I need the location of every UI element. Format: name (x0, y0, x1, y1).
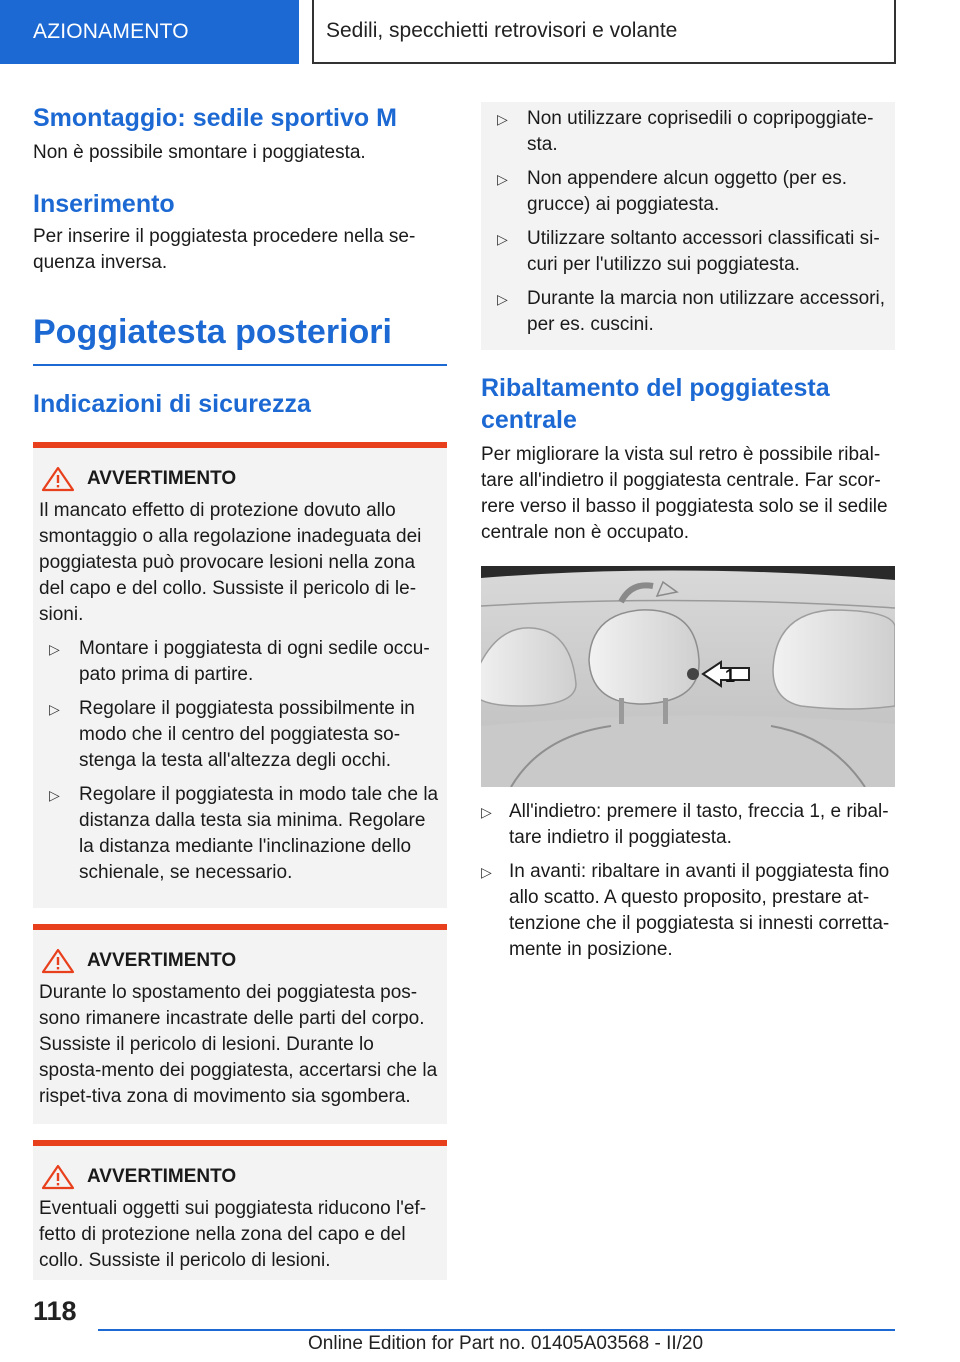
warning-text: Il mancato effetto di protezione dovuto allo smontaggio o alla regolazione inadeguata dei poggiatesta può provocare lesioni nella zona del capo e del collo. Sussiste il pericolo di le-sioni. (39, 500, 422, 625)
warning-triangle-icon (41, 948, 75, 974)
bullet-triangle-icon: ▷ (497, 171, 508, 187)
bullet-triangle-icon: ▷ (49, 641, 60, 657)
list-item-text: Montare i poggiatesta di ogni sedile occu-pato prima di partire. (79, 638, 430, 685)
section-title: Sedili, specchietti retrovisori e volante (326, 19, 678, 42)
bullet-triangle-icon: ▷ (497, 231, 508, 247)
note-bullet-list (487, 102, 889, 338)
warning-text: Durante lo spostamento dei poggiatesta pos-sono rimanere incastrate delle parti del corpo. Sussiste il pericolo di lesioni. Durante lo sposta-mento dei poggiatesta, accertarsi che la rispet-tiva zona di movimento sia sgombera. (39, 982, 438, 1107)
warning-text: Eventuali oggetti sui poggiatesta riducono l'ef-fetto di protezione nella zona del capo e del collo. Sussiste il pericolo di lesioni. (39, 1198, 427, 1271)
paragraph-inserimento: Per inserire il poggiatesta procedere nella se-quenza inversa. (33, 226, 416, 273)
list-item-text: Regolare il poggiatesta possibilmente in modo che il centro del poggiatesta so-stenga la testa all'altezza degli occhi. (79, 698, 415, 771)
left-column (33, 102, 447, 1280)
bullet-triangle-icon: ▷ (49, 701, 60, 717)
paragraph-ribaltamento: Per migliorare la vista sul retro è possibile ribal-tare all'indietro il poggiatesta centrale. Far scor-rere verso il basso il poggiatesta solo se il sedile centrale non è occupato. (481, 444, 888, 543)
chapter-tab (0, 0, 299, 64)
warning-title-row (39, 1164, 441, 1190)
heading-inserimento: Inserimento (33, 190, 175, 218)
section-header (312, 0, 896, 64)
list-item (481, 859, 895, 963)
list-item (487, 286, 889, 338)
list-item-text: Durante la marcia non utilizzare accessori, per es. cuscini. (527, 288, 885, 335)
warning-box (33, 1140, 447, 1280)
list-item (487, 226, 889, 278)
list-item-text: Non utilizzare coprisedili o copripoggiate-sta. (527, 108, 874, 155)
warning-box (33, 442, 447, 908)
list-item (39, 636, 441, 688)
edition-info: Online Edition for Part no. 01405A03568 - II/20 (308, 1333, 704, 1354)
list-item-text: Non appendere alcun oggetto (per es. grucce) ai poggiatesta. (527, 168, 848, 215)
warning-title-row (39, 466, 441, 492)
warning-title-row (39, 948, 441, 974)
headrest-illustration (481, 566, 895, 787)
bullet-triangle-icon: ▷ (49, 787, 60, 803)
warning-triangle-icon (41, 1164, 75, 1190)
bullet-triangle-icon: ▷ (481, 804, 492, 820)
heading-ribaltamento: Ribaltamento del poggiatesta centrale (481, 374, 830, 434)
list-item-text: Regolare il poggiatesta in modo tale che la distanza dalla testa sia minima. Regolare la distanza mediante l'inclinazione dello schienale, se necessario. (79, 784, 439, 883)
heading-poggiatesta-posteriori: Poggiatesta posteriori (33, 313, 392, 351)
figure-callout-label: 1 (725, 666, 736, 686)
heading-indicazioni-sicurezza: Indicazioni di sicurezza (33, 390, 311, 418)
footer-rule (98, 1329, 895, 1331)
list-item (39, 696, 441, 774)
list-item-text: In avanti: ribaltare in avanti il poggiatesta fino allo scatto. A questo proposito, prestare at-tenzione che il poggiatesta si innesti corretta-mente in posizione. (509, 861, 890, 960)
warning-triangle-icon (41, 466, 75, 492)
heading-smontaggio: Smontaggio: sedile sportivo M (33, 104, 397, 132)
right-column (481, 102, 895, 971)
paragraph-smontaggio: Non è possibile smontare i poggiatesta. (33, 142, 366, 163)
warning-box (33, 924, 447, 1124)
list-item-text: Utilizzare soltanto accessori classificati si-curi per l'utilizzo sui poggiatesta. (527, 228, 880, 275)
list-item (481, 799, 895, 851)
bullet-triangle-icon: ▷ (481, 864, 492, 880)
list-item (39, 782, 441, 886)
bullet-triangle-icon: ▷ (497, 111, 508, 127)
warning-title: AVVERTIMENTO (87, 468, 237, 489)
chapter-title: AZIONAMENTO (33, 20, 189, 43)
page-number: 118 (33, 1296, 77, 1326)
heading-rule (33, 364, 447, 366)
warning-title: AVVERTIMENTO (87, 950, 237, 971)
list-item (487, 166, 889, 218)
warning-title: AVVERTIMENTO (87, 1166, 237, 1187)
warning-bullet-list (39, 636, 441, 886)
bullet-triangle-icon: ▷ (497, 291, 508, 307)
list-item (487, 106, 889, 158)
steps-list (481, 799, 895, 963)
note-box (481, 102, 895, 350)
list-item-text: All'indietro: premere il tasto, freccia 1, e ribal-tare indietro il poggiatesta. (509, 801, 889, 848)
